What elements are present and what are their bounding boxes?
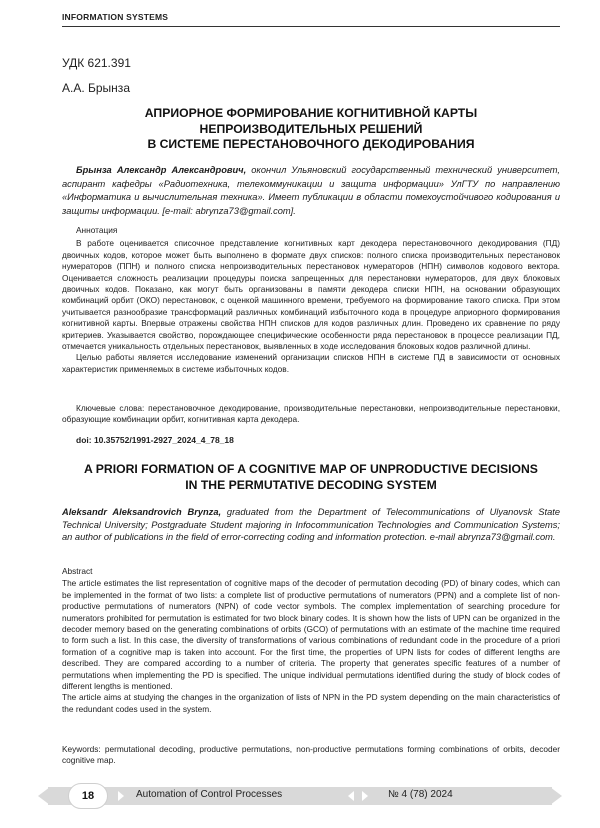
title-ru <box>62 106 560 153</box>
abstract-en-paragraph: The article aims at studying the changes in the organization of lists of NPN in the PD system depending on the main characteristics of the redundant codes used in the system. <box>62 692 560 714</box>
author-bio-en <box>62 506 560 544</box>
author-name-ru: Брынза Александр Александрович, <box>76 165 247 175</box>
udk-code: УДК 621.391 <box>62 56 131 70</box>
doi-link[interactable]: doi: 10.35752/1991-2927_2024_4_78_18 <box>76 435 234 445</box>
abstract-ru <box>62 225 560 375</box>
triangle-right-icon <box>362 791 368 801</box>
abstract-en <box>62 566 560 715</box>
author-bio-en-text: graduated from the Department of Telecommunications of Ulyanovsk State Technical University; Postgraduate Student majoring in Infocommunication Technologies and Communication Systems; an author of publications in the field of error-correcting coding and information protection. e-mail abrynza73@gmail.com. <box>62 507 560 543</box>
keywords-en: Keywords: permutational decoding, productive permutations, non-productive permutations forming combinations of orbits, decoder cognitive map. <box>62 744 560 766</box>
abstract-en-heading: Abstract <box>62 566 93 576</box>
issue-number: № 4 (78) 2024 <box>388 789 453 800</box>
title-en-line: IN THE PERMUTATIVE DECODING SYSTEM <box>185 477 437 492</box>
abstract-ru-paragraph: Целью работы является исследование изменений организации списков НПН в системе ПД в зависимости от основных характеристик применяемых в системе избыточных кодов. <box>62 352 560 374</box>
abstract-ru-heading: Аннотация <box>76 225 118 235</box>
abstract-en-paragraph: The article estimates the list representation of cognitive maps of the decoder of permutation decoding (PD) of binary codes, which can be implemented in the format of two lists: a complete list of productive permutations of numerators (PPN) and a complete list of non-productive permutations of numerators (NPN) of code vector symbols. The complex implementation of searching procedure for numerators prohibited for permutation is estimated for two block binary codes. It is shown how the lists of UPN can be organized in the decoder memory based on the generating combinations of orbits (GCO) of permutations with an estimate of the machine time required to form such a list. In this case, the diversity of transformations of various combinations of redundant code in the procedure of a priori formation of a cognitive map is taken into account. For the first time, the properties of UPN lists for codes of different lengths are described. They are compared according to a number of criteria. The property that generates specific features of a number of permutations when implementing the PD is specified. The unique individual permutations identified during the study of block codes of different lengths is mentioned. <box>62 578 560 692</box>
author-bio-ru-text: окончил Ульяновский государственный технический университет, аспирант кафедры «Радиотехника, телекоммуникации и защита информации» УлГТУ по направлению «Информатика и вычислительная техника». Имеет публикации в области помехоустойчивого кодирования и защиты информации. [e-mail: abrynza73@gmail.com]. <box>62 165 560 216</box>
title-en <box>62 462 560 493</box>
title-en-line: A PRIORI FORMATION OF A COGNITIVE MAP OF UNPRODUCTIVE DECISIONS <box>84 462 538 476</box>
keywords-ru: Ключевые слова: перестановочное декодирование, производительные перестановки, непроизводительные перестановки, образующие комбинации орбит, когнитивная карта декодера. <box>62 403 560 425</box>
page-footer <box>38 783 562 809</box>
title-ru-line: В СИСТЕМЕ ПЕРЕСТАНОВОЧНОГО ДЕКОДИРОВАНИЯ <box>147 137 475 151</box>
author-bio-ru <box>62 164 560 218</box>
author-name-en: Aleksandr Aleksandrovich Brynza, <box>62 507 222 517</box>
section-title: INFORMATION SYSTEMS <box>62 12 169 22</box>
page-number: 18 <box>68 783 108 809</box>
next-page-arrow-icon[interactable] <box>550 787 562 805</box>
abstract-ru-paragraph: В работе оценивается списочное представление когнитивных карт декодера перестановочного декодирования (ПД) двоичных кодов, которое может быть выполнено в формате двух списков: полного списка производительных перестановок нумераторов (ППН) и полного списка непроизводительных перестановок нумераторов (НПН) символов кодового вектора. Оценивается сложность реализации процедуры поиска запрещенных для перестановки нумераторов, для двух блоковых двоичных кодов. Показано, как могут быть организованы в памяти декодера списки НПН, на основании образующих комбинаций орбит (ОКО) перестановок, с оценкой машинного времени, требуемого на формирование такого списка. При этом учитывается разнообразие трансформаций различных комбинаций избыточного кода в процедуре априорного формирования когнитивной карты. Впервые отражены свойства НПН списков для кодов различных длин. Проведено их сравнение по ряду критериев. Указывается свойство, порождающее специфические особенности ряда перестановок в процессе реализации ПД, отмечается уникальность отдельных перестановок, выявленных в ходе исследования блоковых кодов различной длины. <box>62 238 560 352</box>
journal-name: Automation of Control Processes <box>136 789 283 800</box>
running-header <box>62 12 560 27</box>
triangle-right-icon <box>118 791 124 801</box>
author-short: А.А. Брынза <box>62 81 130 95</box>
title-ru-line: НЕПРОИЗВОДИТЕЛЬНЫХ РЕШЕНИЙ <box>199 121 423 136</box>
triangle-left-icon <box>348 791 354 801</box>
header-divider <box>62 26 560 27</box>
title-ru-line: АПРИОРНОЕ ФОРМИРОВАНИЕ КОГНИТИВНОЙ КАРТЫ <box>144 106 478 120</box>
